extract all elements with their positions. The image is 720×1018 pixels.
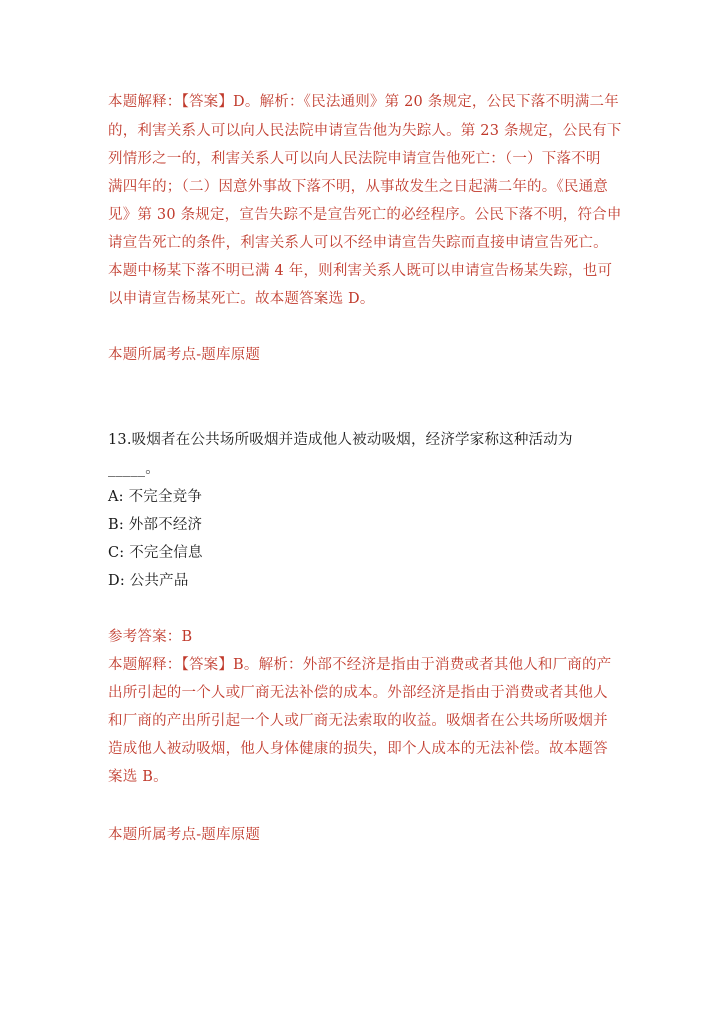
explanation-line: 本题解释：【答案】D。解析：《民法通则》第 20 条规定，公民下落不明满二年	[108, 94, 619, 110]
question-stem: 13.吸烟者在公共场所吸烟并造成他人被动吸烟，经济学家称这种活动为	[108, 432, 573, 448]
question-source-label: 本题所属考点-题库原题	[108, 827, 261, 843]
option-c: C: 不完全信息	[108, 545, 203, 561]
explanation-line: 请宣告死亡的条件，利害关系人可以不经申请宣告失踪而直接申请宣告死亡。	[108, 235, 608, 251]
explanation-line: 造成他人被动吸烟，他人身体健康的损失，即个人成本的无法补偿。故本题答	[108, 741, 608, 757]
explanation-line: 见》第 30 条规定，宣告失踪不是宣告死亡的必经程序。公民下落不明，符合申	[108, 207, 622, 223]
explanation-line: 满四年的；（二）因意外事故下落不明，从事故发生之日起满二年的。《民通意	[108, 179, 608, 195]
explanation-line: 列情形之一的，利害关系人可以向人民法院申请宣告他死亡：（一）下落不明	[108, 151, 601, 167]
option-d: D: 公共产品	[108, 573, 189, 589]
explanation-line: 以申请宣告杨某死亡。故本题答案选 D。	[108, 291, 375, 307]
explanation-line: 的，利害关系人可以向人民法院申请宣告他为失踪人。第 23 条规定，公民有下	[108, 123, 622, 139]
explanation-line: 出所引起的一个人或厂商无法补偿的成本。外部经济是指由于消费或者其他人	[108, 685, 608, 701]
explanation-line: 和厂商的产出所引起一个人或厂商无法索取的收益。吸烟者在公共场所吸烟并	[108, 713, 608, 729]
question-source-label: 本题所属考点-题库原题	[108, 347, 261, 363]
option-b: B: 外部不经济	[108, 517, 203, 533]
explanation-line: 案选 B。	[108, 769, 168, 785]
question-stem-blank: _____。	[108, 461, 160, 477]
explanation-line: 本题中杨某下落不明已满 4 年，则利害关系人既可以申请宣告杨某失踪，也可	[108, 263, 613, 279]
explanation-line: 本题解释：【答案】B。解析：外部不经济是指由于消费或者其他人和厂商的产	[108, 657, 612, 673]
reference-answer: 参考答案：B	[108, 629, 193, 645]
option-a: A: 不完全竞争	[108, 489, 203, 505]
